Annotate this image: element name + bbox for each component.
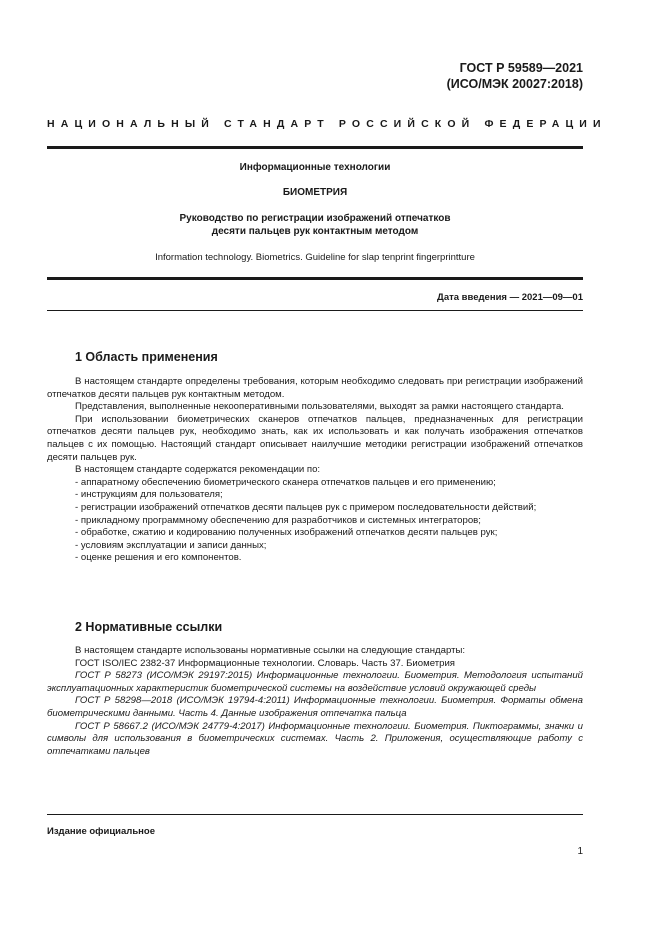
list-item: - оценке решения и его компонентов.	[75, 552, 242, 564]
title-english: Information technology. Biometrics. Guideline for slap tenprint fingerprintture	[155, 252, 475, 263]
normative-reference: ГОСТ Р 58667.2 (ИСО/МЭК 24779-4:2017) Информационные технологии. Биометрия. Пиктограммы, значки и символы для использования в биометрических системах. Часть 2. Приложения, осуществляющие работу с отпечатками пальцев	[47, 720, 583, 757]
date-rule	[47, 310, 583, 311]
title-main	[47, 212, 583, 238]
normative-reference: ГОСТ ISO/IEC 2382-37 Информационные технологии. Словарь. Часть 37. Биометрия	[75, 657, 456, 669]
section-2-body	[47, 645, 583, 758]
section-1-paragraph: При использовании биометрических сканеров отпечатков пальцев, предназначенных для регистрации отпечатков десяти пальцев рук, необходимо знать, как их использовать и как получать изображения отпечатков пальцев с их помощью. Настоящий стандарт описывает наилучшие методики регистрации изображений отпечатков десяти пальцев рук.	[47, 413, 583, 463]
list-item: - инструкциям для пользователя;	[75, 489, 223, 501]
standard-intl-number: (ИСО/МЭК 20027:2018)	[446, 77, 583, 91]
document-page	[47, 0, 607, 935]
list-item: - регистрации изображений отпечатков десяти пальцев рук с примером последовательности действий;	[75, 501, 537, 513]
national-standard-banner: НАЦИОНАЛЬНЫЙ СТАНДАРТ РОССИЙСКОЙ ФЕДЕРАЦИИ	[47, 118, 607, 130]
title-group: Информационные технологии	[239, 162, 391, 173]
section-1-paragraph: В настоящем стандарте определены требования, которым необходимо следовать при регистрации изображений отпечатков десяти пальцев рук контактным методом.	[47, 376, 583, 400]
normative-reference: ГОСТ Р 58273 (ИСО/МЭК 29197:2015) Информационные технологии. Биометрия. Методология испытаний эксплуатационных характеристик биометрической системы на воздействие условий окружающей среды	[47, 670, 583, 694]
page-number: 1	[577, 846, 583, 857]
list-item: - обработке, сжатию и кодированию полученных изображений отпечатков десяти пальцев рук;	[75, 527, 498, 539]
header-rule	[47, 146, 583, 149]
title-subject: БИОМЕТРИЯ	[282, 187, 348, 198]
title-main-line2: десяти пальцев рук контактным методом	[211, 226, 419, 237]
list-item: - аппаратному обеспечению биометрического сканера отпечатков пальцев и его применению;	[75, 476, 496, 488]
standard-number: ГОСТ Р 59589—2021	[459, 61, 583, 75]
section-1-paragraph: Представления, выполненные некооперативными пользователями, выходят за рамки настоящего стандарта.	[75, 401, 564, 413]
section-2-heading: 2 Нормативные ссылки	[75, 620, 223, 634]
section-1-body	[47, 376, 583, 565]
section-1-heading: 1 Область применения	[75, 350, 218, 364]
introduction-date: Дата введения — 2021—09—01	[437, 292, 583, 303]
title-main-line1: Руководство по регистрации изображений отпечатков	[179, 213, 451, 224]
list-item: - условиям эксплуатации и записи данных;	[75, 539, 267, 551]
title-rule	[47, 277, 583, 280]
normative-reference: ГОСТ Р 58298—2018 (ИСО/МЭК 19794-4:2011) Информационные технологии. Биометрия. Форматы обмена биометрическими данными. Часть 4. Данные изображения отпечатка пальца	[47, 695, 583, 719]
footer-rule	[47, 814, 583, 815]
list-item: - прикладному программному обеспечению для разработчиков и системных интеграторов;	[75, 514, 481, 526]
section-2-paragraph: В настоящем стандарте использованы нормативные ссылки на следующие стандарты:	[75, 645, 466, 656]
section-1-paragraph: В настоящем стандарте содержатся рекомендации по:	[75, 464, 321, 476]
standard-number-block	[447, 60, 583, 92]
official-edition-label: Издание официальное	[47, 826, 155, 837]
